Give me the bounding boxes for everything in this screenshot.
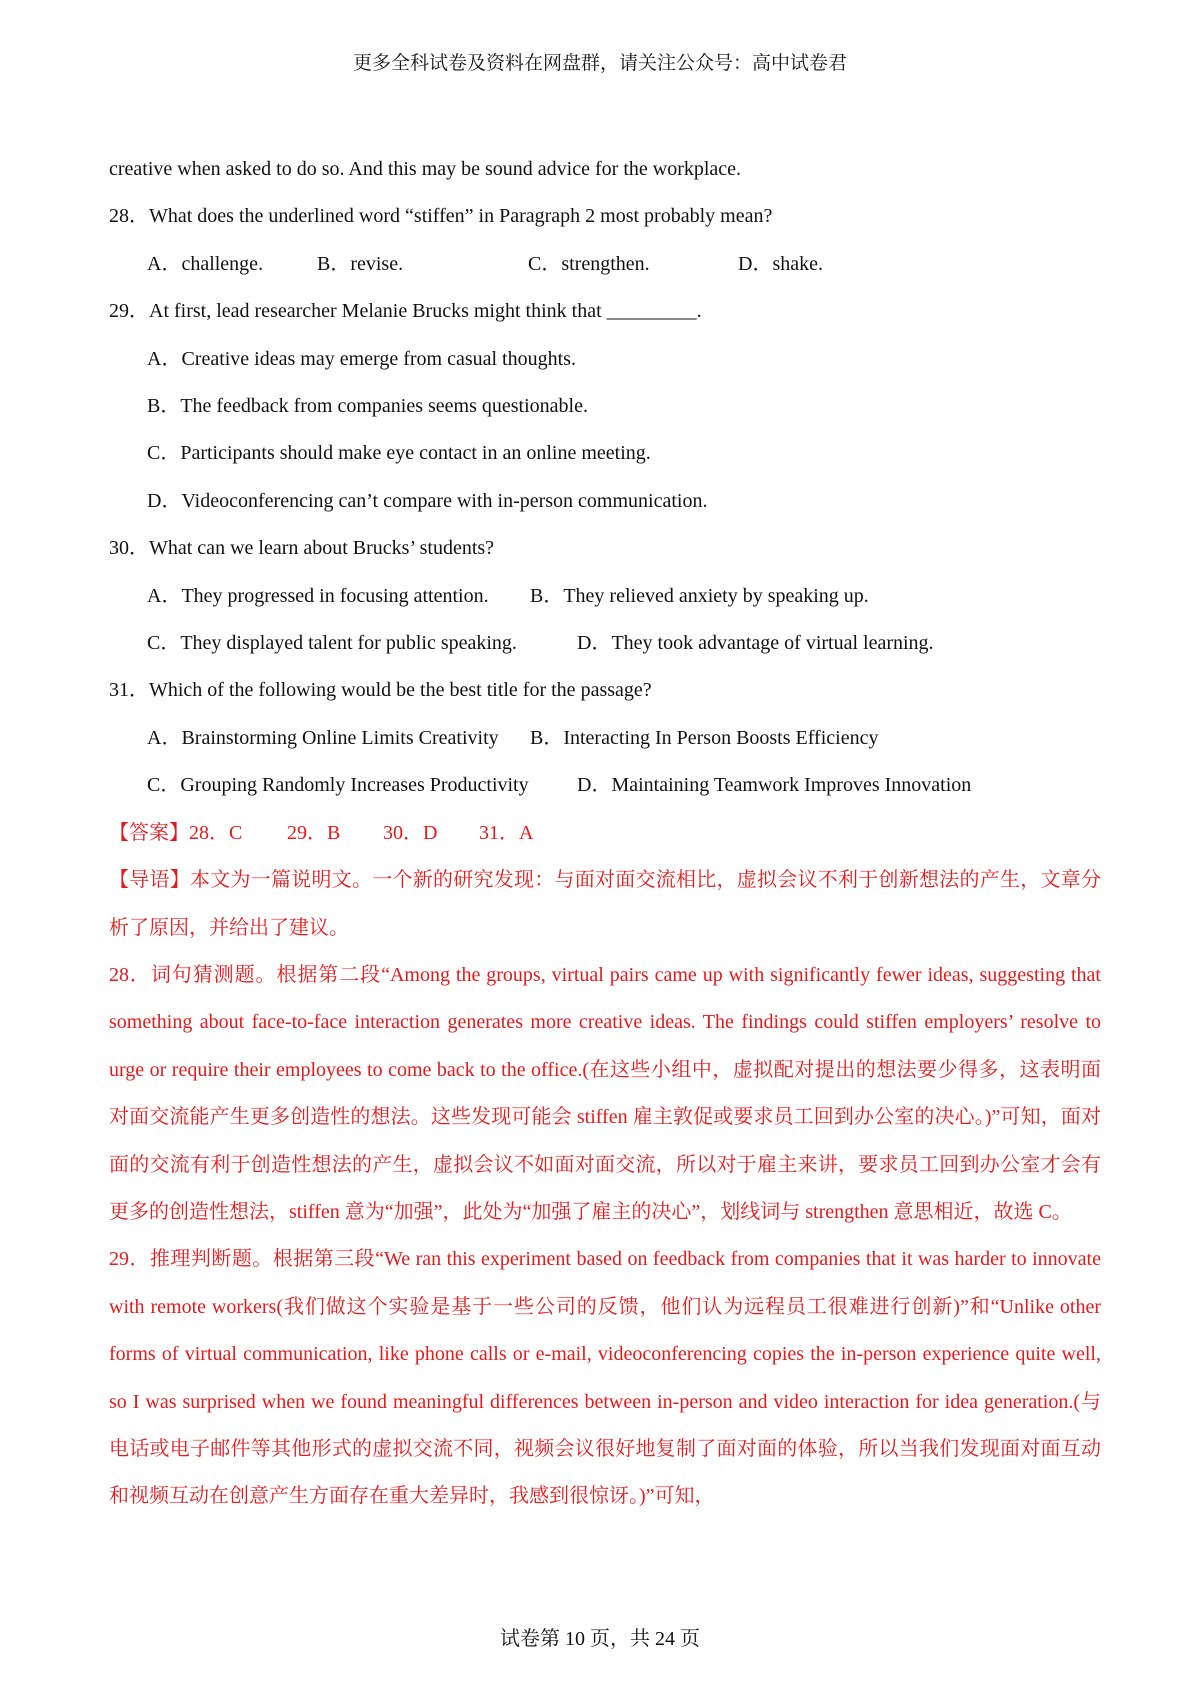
option: D．Maintaining Teamwork Improves Innovation	[577, 774, 972, 797]
option: B．revise.	[317, 252, 404, 275]
option: D．Videoconferencing can’t compare with in-person communication.	[147, 489, 708, 512]
option: B．The feedback from companies seems questionable.	[147, 395, 588, 418]
option: A．challenge.	[147, 252, 264, 275]
page-content	[109, 146, 1101, 1521]
option: A．Creative ideas may emerge from casual thoughts.	[147, 347, 576, 370]
option-row	[109, 620, 1101, 667]
option: B．They relieved anxiety by speaking up.	[530, 584, 869, 607]
answer-item: 29．B	[287, 821, 341, 844]
explanation-28: 28．词句猜测题。根据第二段“Among the groups, virtual pairs came up with significantly fewer ideas, suggesting that something about face-to-face interaction generates more creative ideas. The findings could stiffen employers’ resolve to urge or require their employees to come back to the office.(在这些小组中，虚拟配对提出的想法要少得多，这表明面对面交流能产生更多创造性的想法。这些发现可能会 stiffen 雇主敦促或要求员工回到办公室的决心。)”可知，面对面的交流有利于创造性想法的产生，虚拟会议不如面对面交流，所以对于雇主来讲，要求员工回到办公室才会有更多的创造性想法，stiffen 意为“加强”，此处为“加强了雇主的决心”，划线词与 strengthen 意思相近，故选 C。	[109, 963, 1101, 1223]
option: D．They took advantage of virtual learning.	[577, 632, 934, 655]
page-footer: 试卷第 10 页，共 24 页	[500, 1628, 700, 1650]
page-header: 更多全科试卷及资料在网盘群，请关注公众号：高中试卷君	[352, 53, 847, 74]
question-stem: 31．Which of the following would be the best title for the passage?	[109, 679, 652, 702]
answer-line	[109, 810, 1101, 857]
question-stem: 29．At first, lead researcher Melanie Brucks might think that _________.	[109, 300, 702, 323]
question-stem: 30．What can we learn about Brucks’ students?	[109, 537, 495, 560]
option: C．strengthen.	[528, 252, 650, 275]
explanation-29: 29．推理判断题。根据第三段“We ran this experiment based on feedback from companies that it was harder to innovate with remote workers(我们做这个实验是基于一些公司的反馈，他们认为远程员工很难进行创新)”和“Unlike other forms of virtual communication, like phone calls or e-mail, videoconferencing copies the in-person experience quite well, so I was surprised when we found meaningful differences between in-person and video interaction for idea generation.(与电话或电子邮件等其他形式的虚拟交流不同，视频会议很好地复制了面对面的体验，所以当我们发现面对面互动和视频互动在创意产生方面存在重大差异时，我感到很惊讶。)”可知，	[109, 1248, 1101, 1508]
option: D．shake.	[738, 252, 823, 275]
option: A．Brainstorming Online Limits Creativity	[147, 726, 499, 749]
option-row	[109, 715, 1101, 762]
intro-line: creative when asked to do so. And this may be sound advice for the workplace.	[109, 158, 742, 180]
option-row	[109, 762, 1101, 809]
option: B．Interacting In Person Boosts Efficiency	[530, 726, 879, 749]
question-stem: 28．What does the underlined word “stiffen” in Paragraph 2 most probably mean?	[109, 205, 773, 228]
option: A．They progressed in focusing attention.	[147, 584, 489, 607]
option: C．They displayed talent for public speaking.	[147, 632, 517, 655]
guide-paragraph: 【导语】本文为一篇说明文。一个新的研究发现：与面对面交流相比，虚拟会议不利于创新想法的产生，文章分析了原因，并给出了建议。	[109, 869, 1101, 939]
answer-label: 【答案】	[109, 821, 189, 844]
option: C．Participants should make eye contact in an online meeting.	[147, 442, 651, 465]
option-row	[109, 573, 1101, 620]
answer-item: 28．C	[189, 821, 243, 844]
answer-item: 31．A	[479, 821, 534, 844]
answer-item: 30．D	[383, 821, 438, 844]
option: C．Grouping Randomly Increases Productivity	[147, 774, 529, 797]
option-row	[109, 241, 1101, 288]
